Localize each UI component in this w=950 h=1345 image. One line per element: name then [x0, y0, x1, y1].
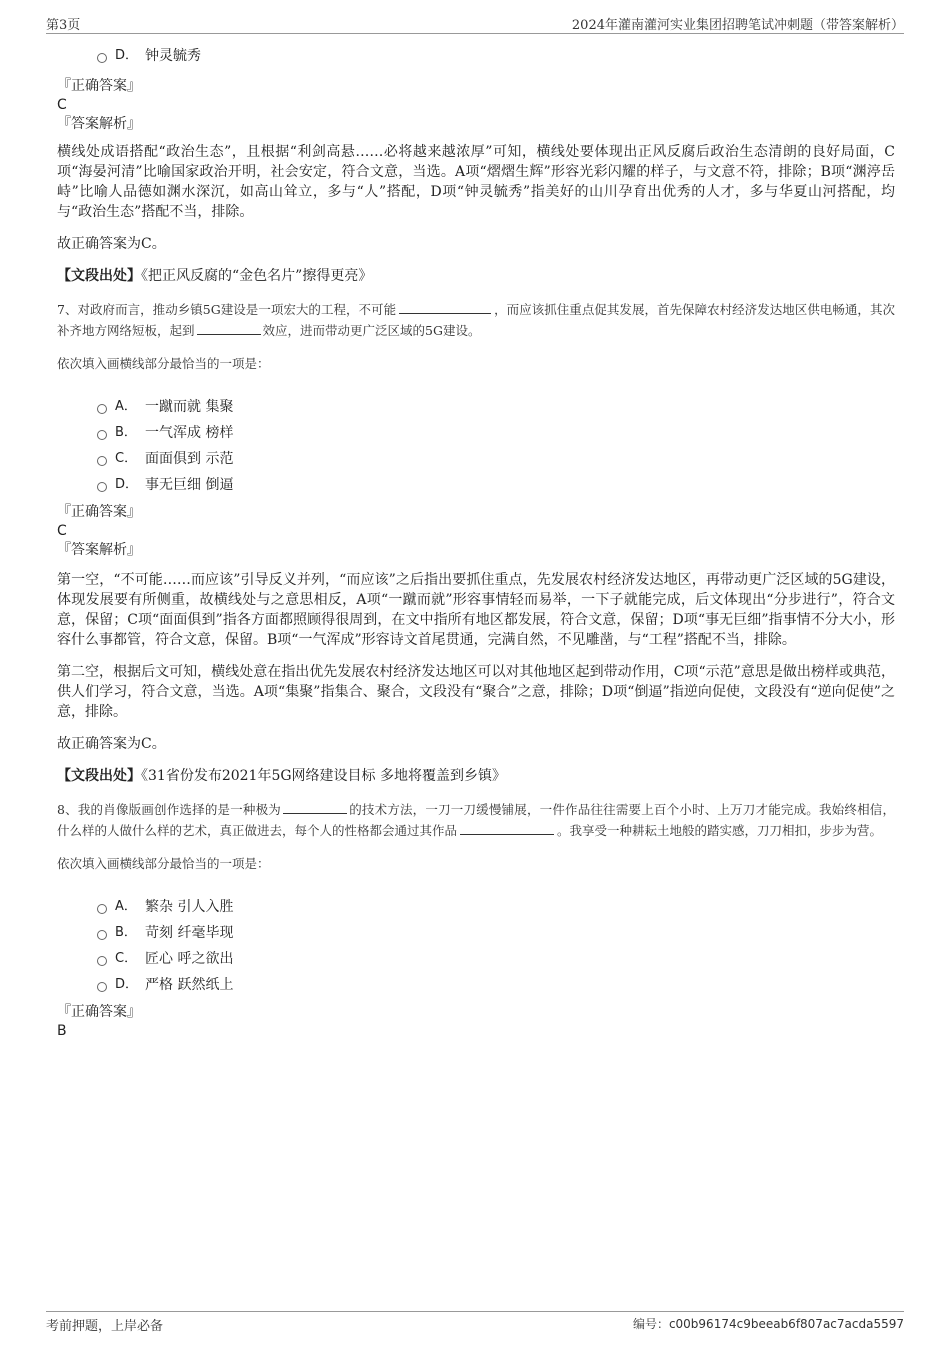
q7-option-b[interactable]: B． 一气浑成 榜样 [57, 420, 895, 446]
q7-options [57, 394, 895, 498]
radio-icon[interactable] [97, 456, 107, 466]
conclusion: 故正确答案为C。 [57, 236, 166, 252]
correct-answer: B [57, 1023, 67, 1039]
source-line [57, 266, 895, 286]
radio-icon[interactable] [97, 982, 107, 992]
correct-answer: C [57, 97, 67, 113]
question-8-prompt: 依次填入画横线部分最恰当的一项是： [57, 856, 270, 871]
page-header [46, 14, 904, 34]
radio-icon[interactable] [97, 956, 107, 966]
analysis-label: 『答案解析』 [57, 116, 141, 132]
analysis-text-1: 第一空，“不可能……而应该”引导反义并列，“而应该”之后指出要抓住重点，先发展农村经济发达地区，再带动更广泛区域的5G建设，体现发展要有所侧重，故横线处与之意思相反，A项“一蹴而就”形容事情轻而易举，一下子就能完成，后文体现出“分步进行”，符合文意，保留；C项“面面俱到”指各方面都照顾得很周到，在文中指所有地区都发展，符合文意，保留；D项“事无巨细”指事情不分大小，形容什么事都管，符合文意，保留。B项“一气浑成”形容诗文首尾贯通，完满自然，不见雕凿，与“工程”搭配不当，排除。 [57, 572, 895, 648]
radio-icon[interactable] [97, 53, 107, 63]
analysis-text: 横线处成语搭配“政治生态”，且根据“利剑高悬……必将越来越浓厚”可知，横线处要体现出正风反腐后政治生态清朗的良好局面，C项“海晏河清”比喻国家政治开明，社会安定，符合文意，当选。A项“熠熠生辉”形容光彩闪耀的样子，与文意不符，排除；B项“渊渟岳峙”比喻人品德如渊水深沉，如高山耸立，多与“人”搭配，D项“钟灵毓秀”指美好的山川孕育出优秀的人才，多与华夏山河搭配，均与“政治生态”搭配不当，排除。 [57, 144, 895, 220]
page-number: 第3页 [46, 18, 81, 33]
q8-option-a[interactable]: A． 繁杂 引人入胜 [57, 894, 895, 920]
document-id: 编号：c00b96174c9beeab6f807ac7acda5597 [632, 1317, 904, 1331]
radio-icon[interactable] [97, 930, 107, 940]
blank-2[interactable] [197, 322, 261, 335]
answer-label: 『正确答案』 [57, 1004, 141, 1020]
question-7-stem: 7、对政府而言，推动乡镇5G建设是一项宏大的工程，不可能 ，而应该抓住重点促其发展，首先保障农村经济发达地区供电畅通，其次补齐地方网络短板，起到 效应，进而带动更广泛区域的5G建设。 [57, 302, 895, 338]
blank-1[interactable] [283, 801, 347, 814]
source-line [57, 766, 895, 786]
question-7-prompt: 依次填入画横线部分最恰当的一项是： [57, 356, 270, 371]
q7-option-d[interactable]: D． 事无巨细 倒逼 [57, 472, 895, 498]
q8-option-c[interactable]: C． 匠心 呼之欲出 [57, 946, 895, 972]
source-label: 【文段出处】 [57, 268, 141, 284]
blank-2[interactable] [460, 822, 554, 835]
question-8-stem: 8、我的肖像版画创作选择的是一种极为 的技术方法，一刀一刀缓慢铺展，一件作品往往需要上百个小时、上万刀才能完成。我始终相信，什么样的人做什么样的艺术，真正做进去，每个人的性格都会通过其作品 。我享受一种耕耘土地般的踏实感，刀刀相扣，步步为营。 [57, 802, 895, 838]
radio-icon[interactable] [97, 904, 107, 914]
document-title: 2024年灌南灌河实业集团招聘笔试冲刺题（带答案解析） [571, 18, 904, 33]
page-footer [46, 1311, 904, 1332]
source-title: 《把正风反腐的“金色名片”擦得更亮》 [141, 268, 373, 284]
q8-option-b[interactable]: B． 苛刻 纤毫毕现 [57, 920, 895, 946]
footer-slogan: 考前押题，上岸必备 [46, 1319, 164, 1334]
answer-label: 『正确答案』 [57, 78, 141, 94]
q8-option-d[interactable]: D． 严格 跃然纸上 [57, 972, 895, 998]
radio-icon[interactable] [97, 404, 107, 414]
radio-icon[interactable] [97, 430, 107, 440]
radio-icon[interactable] [97, 482, 107, 492]
answer-label: 『正确答案』 [57, 504, 141, 520]
analysis-label: 『答案解析』 [57, 542, 141, 558]
q8-options [57, 894, 895, 998]
source-title: 《31省份发布2021年5G网络建设目标 多地将覆盖到乡镇》 [141, 768, 506, 784]
q7-option-c[interactable]: C． 面面俱到 示范 [57, 446, 895, 472]
source-label: 【文段出处】 [57, 768, 141, 784]
analysis-text-2: 第二空，根据后文可知，横线处意在指出优先发展农村经济发达地区可以对其他地区起到带动作用，C项“示范”意思是做出榜样或典范，供人们学习，符合文意，当选。A项“集聚”指集合、聚合，文段没有“聚合”之意，排除；D项“倒逼”指逆向促使，文段没有“逆向促使”之意，排除。 [57, 664, 895, 720]
correct-answer: C [57, 523, 67, 539]
conclusion: 故正确答案为C。 [57, 736, 166, 752]
q7-option-a[interactable]: A． 一蹴而就 集聚 [57, 394, 895, 420]
blank-1[interactable] [399, 301, 491, 314]
q6-option-d[interactable]: D． 钟灵毓秀 [57, 43, 895, 69]
page-content [57, 40, 895, 1040]
